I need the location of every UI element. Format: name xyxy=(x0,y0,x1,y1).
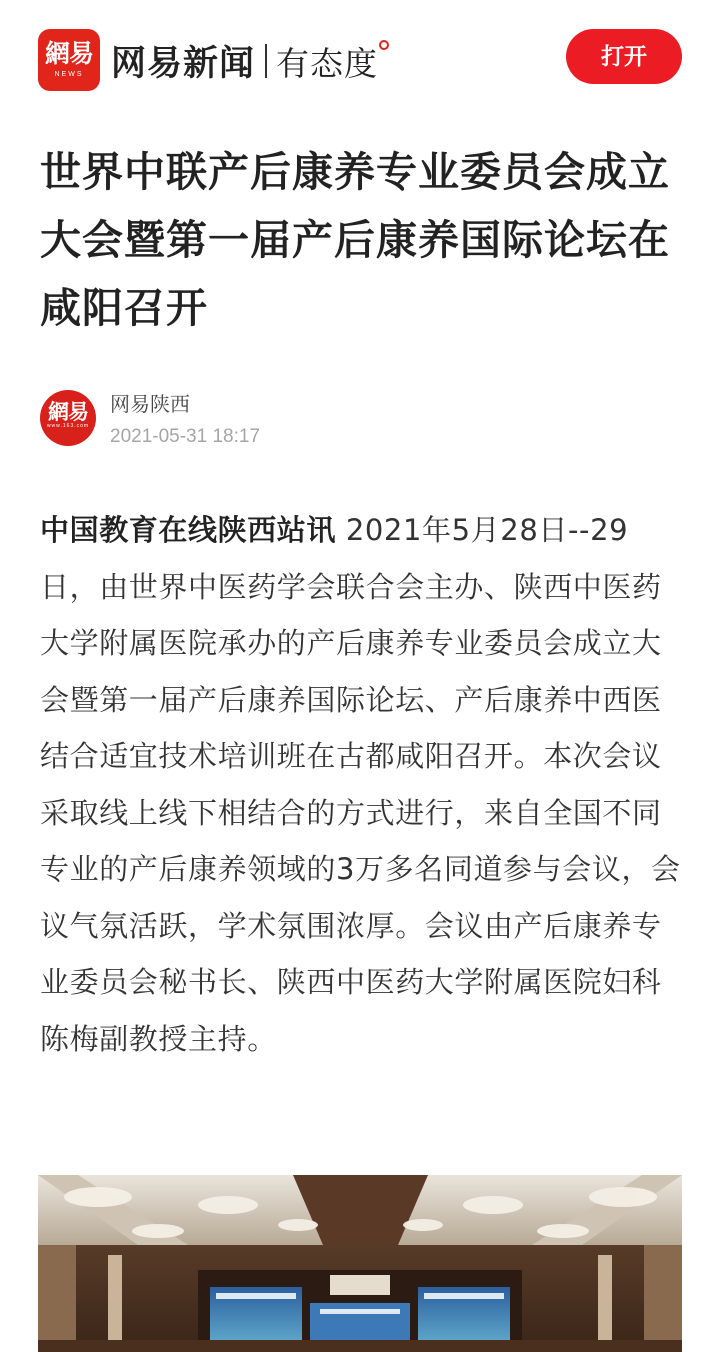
brand-name: 网易新闻 xyxy=(111,44,256,84)
source-avatar-glyph: 網易 xyxy=(48,399,88,424)
brand-wordmark xyxy=(111,35,378,87)
source-avatar-subtext: www.163.com xyxy=(46,423,90,429)
source-avatar[interactable] xyxy=(40,390,96,446)
app-header xyxy=(0,0,720,118)
conference-hall-image xyxy=(38,1175,682,1352)
source-name[interactable]: 网易陕西 xyxy=(110,392,190,416)
netease-news-logo[interactable] xyxy=(38,29,100,91)
article-title: 世界中联产后康养专业委员会成立大会暨第一届产后康养国际论坛在咸阳召开 xyxy=(40,148,670,332)
article-lead: 中国教育在线陕西站讯 xyxy=(40,513,337,547)
registered-dot-icon xyxy=(379,40,389,50)
open-app-button[interactable]: 打开 xyxy=(566,29,682,84)
brand-divider xyxy=(265,44,267,78)
logo-subtext: NEWS xyxy=(54,71,84,78)
publish-time: 2021-05-31 18:17 xyxy=(110,426,261,447)
article-photo[interactable] xyxy=(38,1175,682,1352)
brand-slogan xyxy=(276,38,378,85)
brand-slogan-text: 有态度 xyxy=(276,43,379,83)
logo-glyph: 網易 xyxy=(44,39,93,68)
article-body-text: 2021年5月28日--29日，由世界中医药学会联合会主办、陕西中医药大学附属医院承办的产后康养专业委员会成立大会暨第一届产后康养国际论坛、产后康养中西医结合适宜技术培训班在古都咸阳召开。本次会议采取线上线下相结合的方式进行，来自全国不同专业的产后康养领域的3万多名同道参与会议，会议气氛活跃，学术氛围浓厚。会议由产后康养专业委员会秘书长、陕西中医药大学附属医院妇科陈梅副教授主持。 xyxy=(40,513,681,1056)
article-body xyxy=(40,502,681,1067)
